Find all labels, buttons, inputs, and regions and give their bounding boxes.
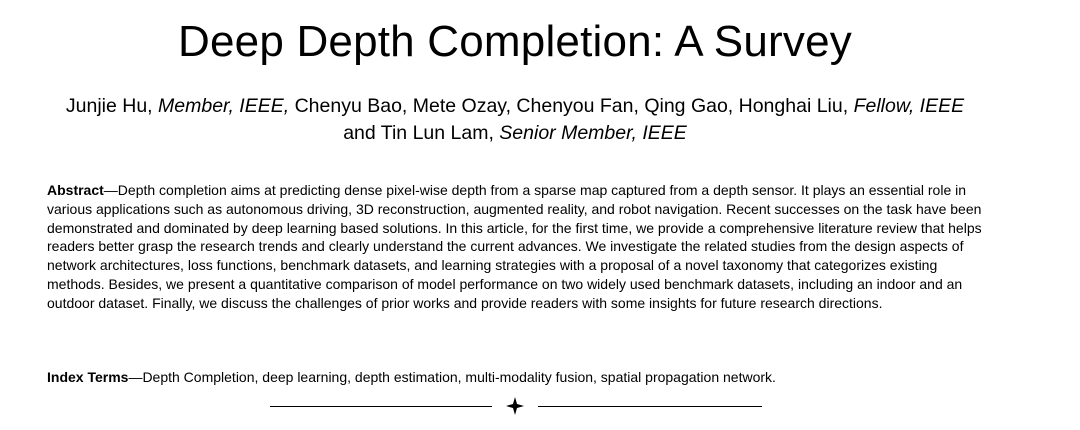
author-name: Junjie Hu, (65, 95, 159, 117)
author-names: Chenyu Bao, Mete Ozay, Chenyou Fan, Qing Gao, Honghai Liu, (289, 95, 854, 117)
author-affiliation-role: Fellow, IEEE (853, 95, 965, 117)
author-affiliation-role: Senior Member, IEEE (499, 122, 687, 144)
index-terms-paragraph (47, 368, 982, 387)
index-terms-label: Index Terms (47, 369, 129, 385)
author-line-1 (0, 93, 1030, 120)
author-affiliation-role: Member, IEEE, (158, 95, 290, 117)
four-point-star-icon (504, 395, 526, 417)
paper-title: Deep Depth Completion: A Survey (178, 17, 852, 66)
author-list (0, 93, 1030, 147)
index-terms-text: —Depth Completion, deep learning, depth estimation, multi-modality fusion, spatial propagation network. (128, 369, 776, 385)
separator-rule-left (270, 406, 492, 407)
author-line-2 (0, 120, 1030, 147)
abstract-paragraph (47, 181, 982, 313)
section-separator (270, 395, 762, 417)
abstract-label: Abstract (47, 182, 104, 198)
abstract-text: —Depth completion aims at predicting dense pixel-wise depth from a sparse map captured from a depth sensor. It plays an essential role in various applications such as autonomous driving, 3D reconstruction, augmented reality, and robot navigation. Recent successes on the task have been demonstrated and dominated by deep learning based solutions. In this article, for the first time, we provide a comprehensive literature review that helps readers better grasp the research trends and clearly understand the current advances. We investigate the related studies from the design aspects of network architectures, loss functions, benchmark datasets, and learning strategies with a proposal of a novel taxonomy that categorizes existing methods. Besides, we present a quantitative comparison of model performance on two widely used benchmark datasets, including an indoor and an outdoor dataset. Finally, we discuss the challenges of prior works and provide readers with some insights for future research directions. (47, 182, 982, 311)
author-name: and Tin Lun Lam, (343, 122, 500, 144)
separator-rule-right (538, 406, 762, 407)
